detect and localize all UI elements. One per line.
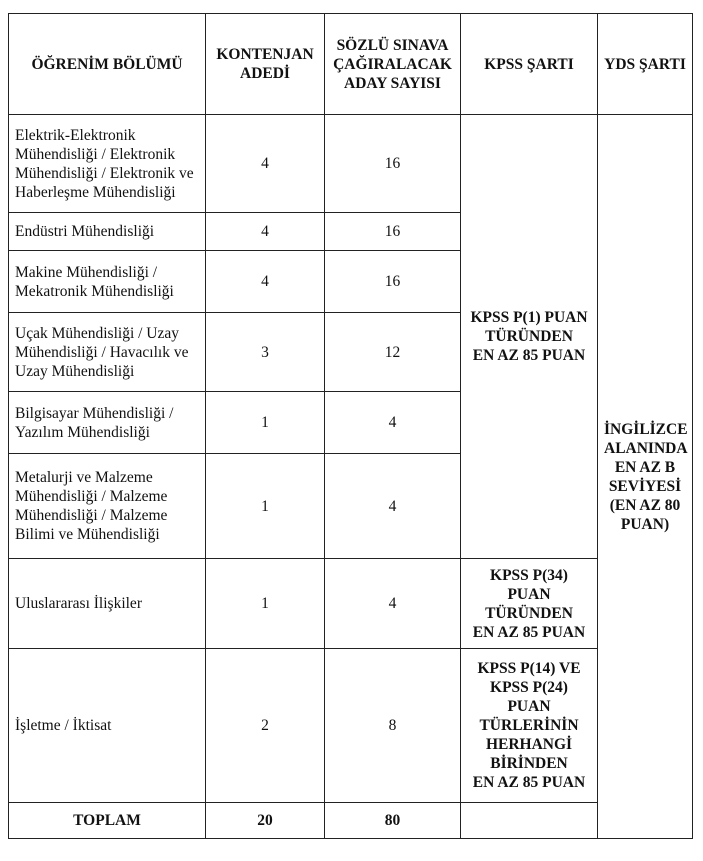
total-oral: 80 [325,803,461,839]
header-kpss: KPSS ŞARTI [461,14,598,115]
oral-count-cell: 4 [325,454,461,559]
quota-cell: 1 [206,454,325,559]
table-row [9,115,693,213]
department-cell: Endüstri Mühendisliği [9,213,206,251]
oral-count-cell: 16 [325,251,461,313]
quota-cell: 4 [206,251,325,313]
oral-count-cell: 12 [325,313,461,392]
header-quota: KONTENJAN ADEDİ [206,14,325,115]
quota-table [8,13,693,839]
department-cell: İşletme / İktisat [9,649,206,803]
oral-count-cell: 4 [325,392,461,454]
kpss-condition-p1: KPSS P(1) PUAN TÜRÜNDEN EN AZ 85 PUAN [461,115,598,559]
table-row [9,559,693,649]
total-quota: 20 [206,803,325,839]
department-cell: Bilgisayar Mühendisliği / Yazılım Mühendisliği [9,392,206,454]
kpss-condition-p34: KPSS P(34) PUAN TÜRÜNDEN EN AZ 85 PUAN [461,559,598,649]
yds-condition: İNGİLİZCE ALANINDA EN AZ B SEVİYESİ (EN AZ 80 PUAN) [598,115,693,839]
quota-cell: 4 [206,213,325,251]
header-row [9,14,693,115]
department-cell: Elektrik-Elektronik Mühendisliği / Elektronik Mühendisliği / Elektronik ve Haberleşme Mühendisliği [9,115,206,213]
total-label: TOPLAM [9,803,206,839]
total-kpss-empty [461,803,598,839]
department-cell: Uçak Mühendisliği / Uzay Mühendisliği / Havacılık ve Uzay Mühendisliği [9,313,206,392]
department-cell: Uluslararası İlişkiler [9,559,206,649]
quota-cell: 3 [206,313,325,392]
quota-cell: 2 [206,649,325,803]
oral-count-cell: 4 [325,559,461,649]
header-yds: YDS ŞARTI [598,14,693,115]
oral-count-cell: 16 [325,213,461,251]
header-department: ÖĞRENİM BÖLÜMÜ [9,14,206,115]
department-cell: Makine Mühendisliği / Mekatronik Mühendisliği [9,251,206,313]
quota-cell: 1 [206,392,325,454]
table-row [9,649,693,803]
kpss-condition-p14-p24: KPSS P(14) VE KPSS P(24) PUAN TÜRLERİNİN HERHANGİ BİRİNDEN EN AZ 85 PUAN [461,649,598,803]
department-cell: Metalurji ve Malzeme Mühendisliği / Malzeme Mühendisliği / Malzeme Bilimi ve Mühendisliği [9,454,206,559]
quota-cell: 4 [206,115,325,213]
oral-count-cell: 8 [325,649,461,803]
header-oral-exam: SÖZLÜ SINAVA ÇAĞIRALACAK ADAY SAYISI [325,14,461,115]
quota-cell: 1 [206,559,325,649]
oral-count-cell: 16 [325,115,461,213]
total-row [9,803,693,839]
